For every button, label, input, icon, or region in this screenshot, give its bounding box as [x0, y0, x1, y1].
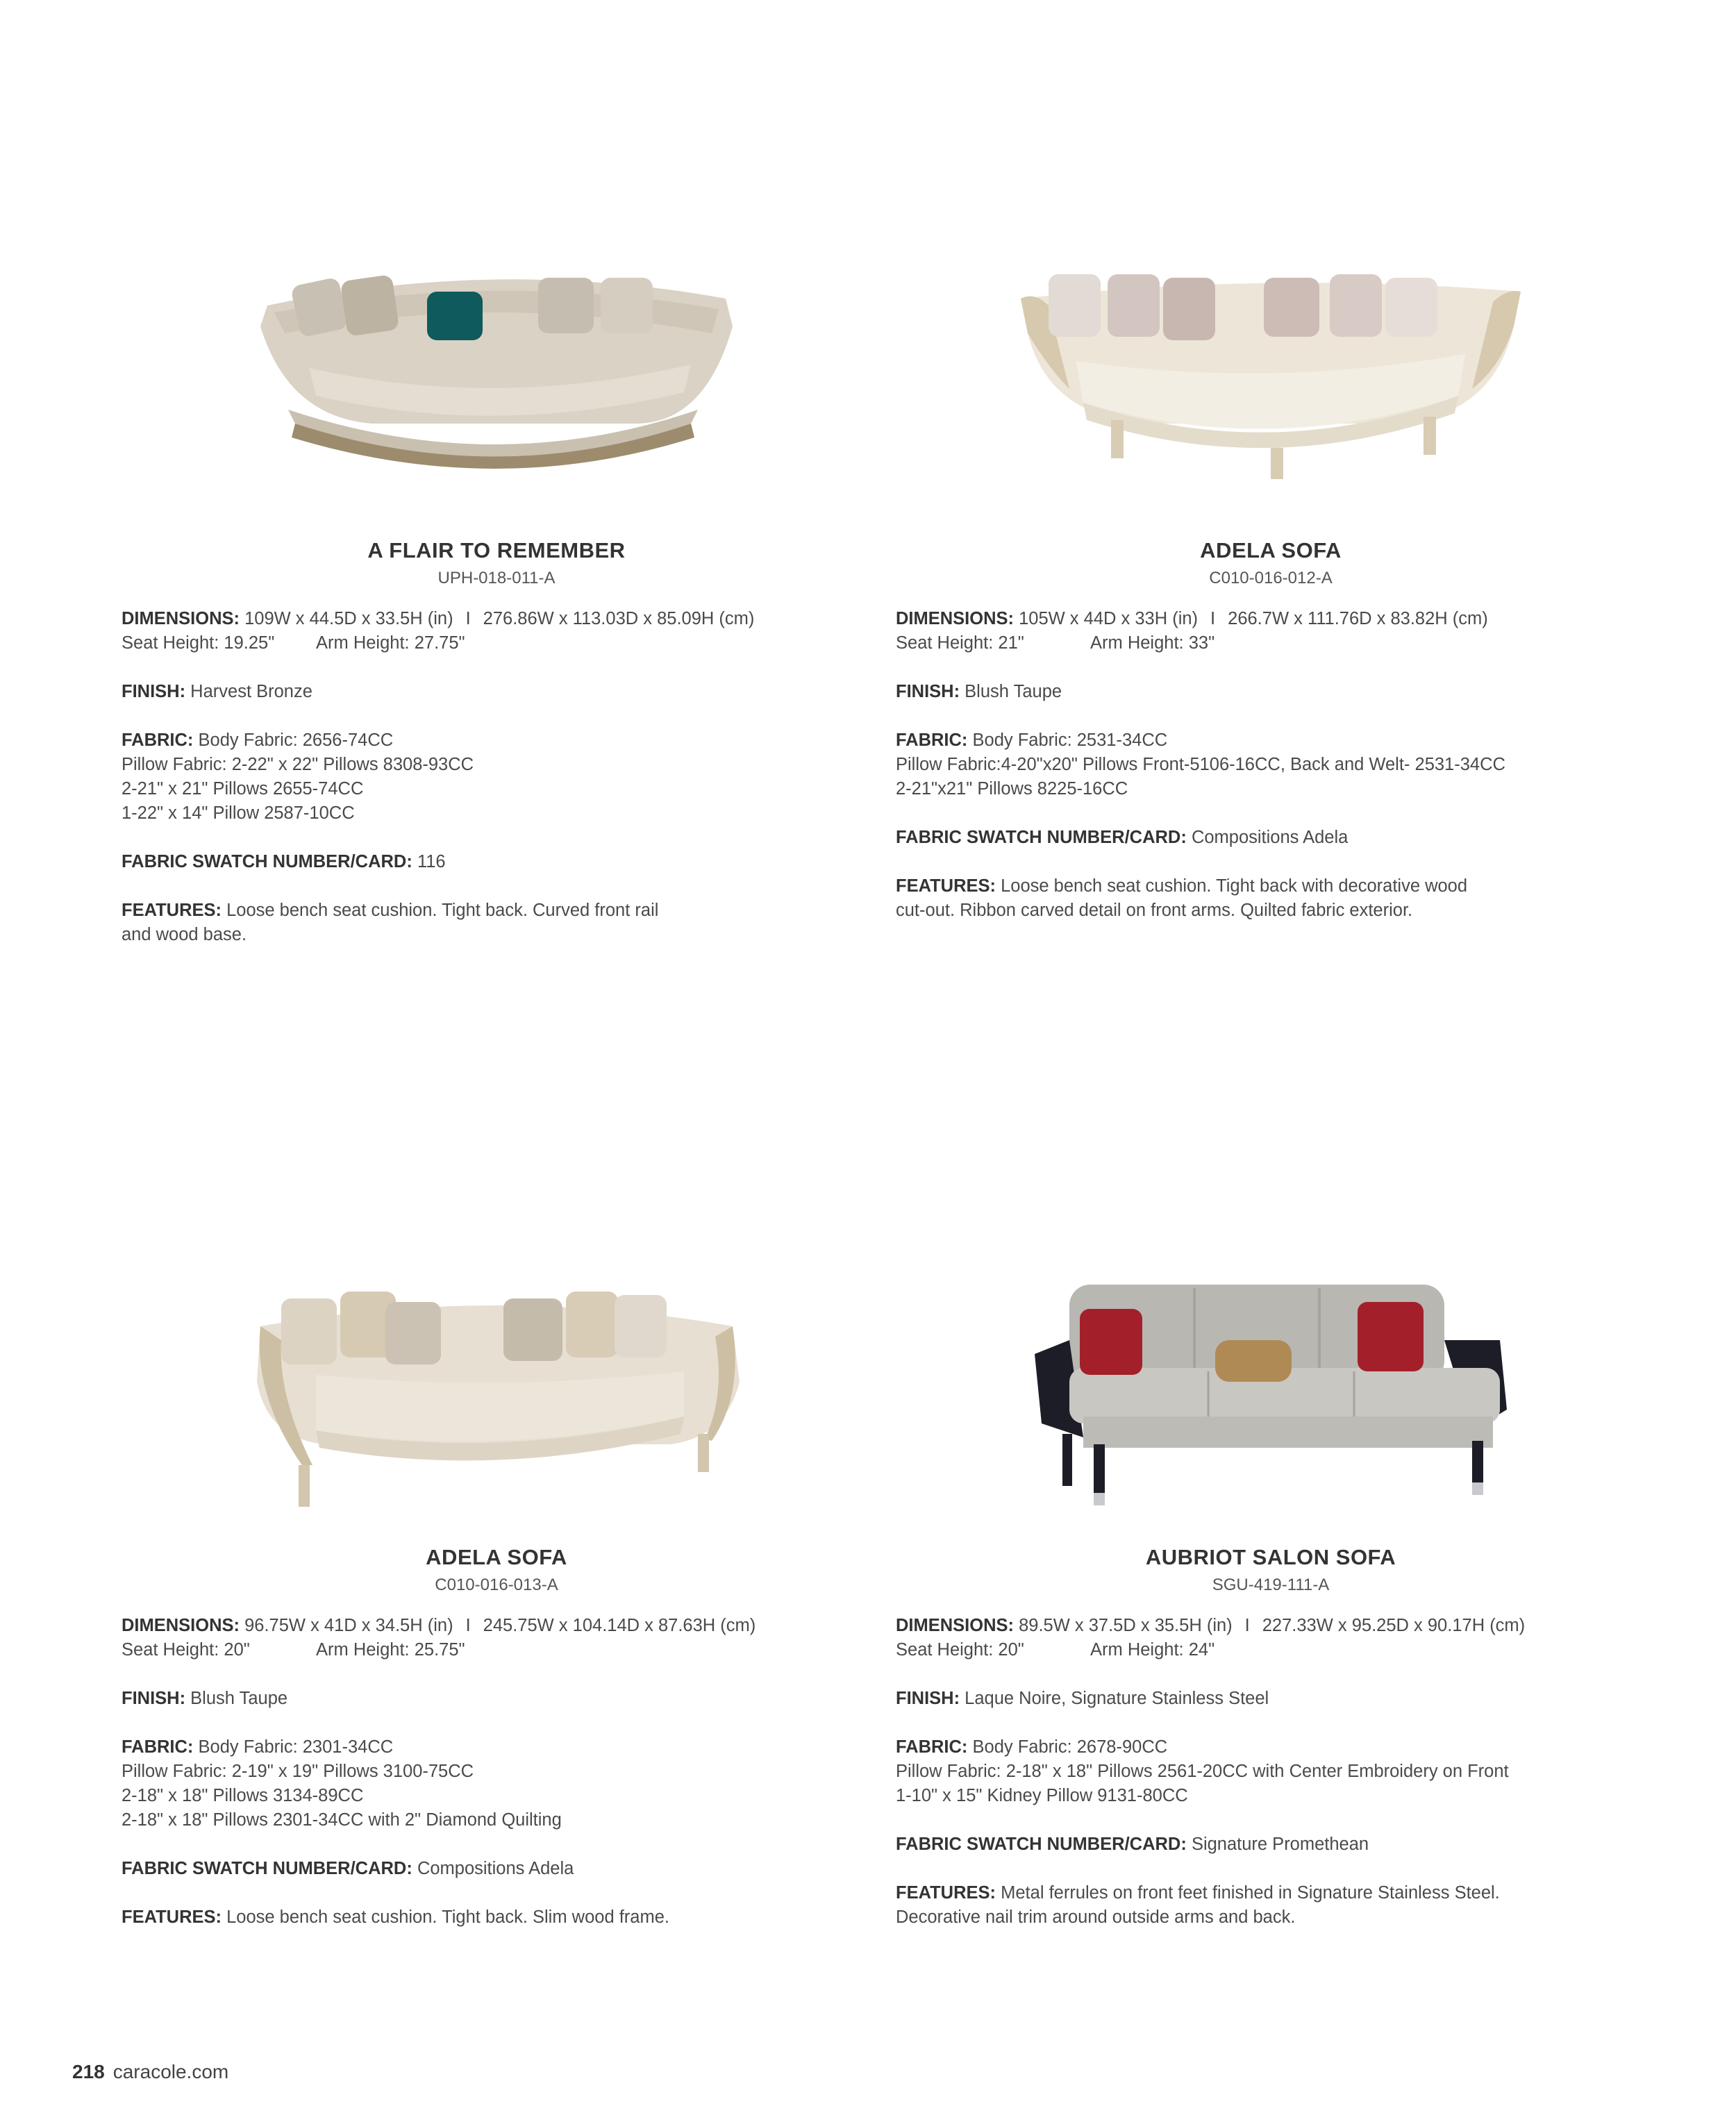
features-label: FEATURES: — [122, 901, 222, 920]
sofa-illustration — [1007, 250, 1535, 486]
product-image — [896, 250, 1646, 514]
features-block — [122, 1905, 871, 1930]
finish-label: FINISH: — [122, 1689, 186, 1708]
product-sku: SGU-419-111-A — [1212, 1576, 1330, 1594]
fabric-line: 2-21"x21" Pillows 8225-16CC — [896, 779, 1128, 799]
dimensions-separator: I — [1210, 609, 1216, 628]
swatch-value: Compositions Adela — [1191, 828, 1349, 847]
swatch-block — [896, 826, 1646, 850]
dimensions-separator: I — [1244, 1616, 1250, 1635]
features-line: Loose bench seat cushion. Tight back with decorative wood — [1001, 876, 1468, 896]
product-name: AUBRIOT SALON SOFA — [1145, 1545, 1396, 1569]
finish-label: FINISH: — [122, 682, 186, 701]
features-line: Decorative nail trim around outside arms and back. — [896, 1907, 1296, 1927]
dimensions-cm: 276.86W x 113.03D x 85.09H (cm) — [483, 609, 755, 628]
sofa-illustration — [240, 1257, 753, 1521]
features-line: Loose bench seat cushion. Tight back. Slim wood frame. — [226, 1907, 669, 1927]
swatch-label: FABRIC SWATCH NUMBER/CARD: — [896, 828, 1187, 847]
dimensions-block — [122, 1614, 871, 1662]
fabric-line: 1-10" x 15" Kidney Pillow 9131-80CC — [896, 1786, 1188, 1805]
seat-height: Seat Height: 20" — [122, 1640, 250, 1660]
fabric-line: Pillow Fabric: 2-19" x 19" Pillows 3100-75CC — [122, 1762, 474, 1781]
product-specs — [896, 1614, 1646, 1930]
fabric-line: Pillow Fabric:4-20"x20" Pillows Front-5106-16CC, Back and Welt- 2531-34CC — [896, 755, 1505, 774]
fabric-label: FABRIC: — [896, 730, 968, 750]
fabric-label: FABRIC: — [122, 730, 194, 750]
features-line: and wood base. — [122, 925, 247, 944]
fabric-block — [122, 1735, 871, 1832]
dimensions-cm: 266.7W x 111.76D x 83.82H (cm) — [1228, 609, 1488, 628]
product-sku: C010-016-012-A — [1209, 569, 1333, 587]
product-card — [122, 1257, 871, 1954]
arm-height: Arm Height: 24" — [1090, 1640, 1215, 1660]
fabric-line: Body Fabric: 2531-34CC — [972, 730, 1168, 750]
swatch-block — [896, 1832, 1646, 1857]
fabric-line: Body Fabric: 2656-74CC — [198, 730, 394, 750]
product-card — [896, 250, 1646, 947]
fabric-label: FABRIC: — [122, 1737, 194, 1757]
finish-block — [896, 680, 1646, 704]
finish-block — [122, 680, 871, 704]
swatch-value: 116 — [417, 852, 446, 871]
fabric-line: 2-18" x 18" Pillows 3134-89CC — [122, 1786, 364, 1805]
product-image — [122, 250, 871, 514]
dimensions-in: 89.5W x 37.5D x 35.5H (in) — [1019, 1616, 1233, 1635]
features-label: FEATURES: — [896, 876, 996, 896]
arm-height: Arm Height: 25.75" — [316, 1640, 465, 1660]
fabric-line: 1-22" x 14" Pillow 2587-10CC — [122, 803, 355, 823]
features-label: FEATURES: — [122, 1907, 222, 1927]
dimensions-in: 109W x 44.5D x 33.5H (in) — [244, 609, 453, 628]
product-specs — [896, 607, 1646, 923]
sofa-illustration — [1028, 1257, 1514, 1521]
dimensions-label: DIMENSIONS: — [122, 609, 240, 628]
seat-height: Seat Height: 20" — [896, 1640, 1024, 1660]
swatch-value: Compositions Adela — [417, 1859, 574, 1878]
product-card — [896, 1257, 1646, 1954]
dimensions-in: 96.75W x 41D x 34.5H (in) — [244, 1616, 453, 1635]
arm-height: Arm Height: 33" — [1090, 633, 1215, 653]
dimensions-label: DIMENSIONS: — [896, 609, 1015, 628]
swatch-label: FABRIC SWATCH NUMBER/CARD: — [122, 1859, 412, 1878]
features-label: FEATURES: — [896, 1883, 996, 1903]
features-line: Loose bench seat cushion. Tight back. Curved front rail — [226, 901, 659, 920]
sofa-illustration — [247, 250, 746, 486]
product-card — [122, 250, 871, 971]
product-specs — [122, 607, 871, 947]
product-specs — [122, 1614, 871, 1930]
dimensions-in: 105W x 44D x 33H (in) — [1019, 609, 1199, 628]
dimensions-separator: I — [465, 1616, 471, 1635]
dimensions-cm: 245.75W x 104.14D x 87.63H (cm) — [483, 1616, 756, 1635]
swatch-block — [122, 1857, 871, 1881]
features-line: Metal ferrules on front feet finished in Signature Stainless Steel. — [1001, 1883, 1500, 1903]
product-image — [896, 1257, 1646, 1521]
finish-label: FINISH: — [896, 1689, 960, 1708]
fabric-line: Body Fabric: 2301-34CC — [198, 1737, 394, 1757]
dimensions-block — [896, 1614, 1646, 1662]
features-line: cut-out. Ribbon carved detail on front arms. Quilted fabric exterior. — [896, 901, 1413, 920]
page-number: 218 — [72, 2061, 105, 2082]
site-link[interactable]: caracole.com — [112, 2061, 229, 2082]
finish-block — [122, 1687, 871, 1711]
dimensions-cm: 227.33W x 95.25D x 90.17H (cm) — [1262, 1616, 1526, 1635]
arm-height: Arm Height: 27.75" — [316, 633, 465, 653]
product-name: ADELA SOFA — [426, 1545, 567, 1569]
seat-height: Seat Height: 19.25" — [122, 633, 275, 653]
finish-value: Laque Noire, Signature Stainless Steel — [965, 1689, 1269, 1708]
dimensions-label: DIMENSIONS: — [122, 1616, 240, 1635]
seat-height: Seat Height: 21" — [896, 633, 1024, 653]
finish-value: Blush Taupe — [965, 682, 1062, 701]
page-footer — [72, 2061, 228, 2083]
finish-value: Blush Taupe — [190, 1689, 288, 1708]
fabric-line: 2-18" x 18" Pillows 2301-34CC with 2" Diamond Quilting — [122, 1810, 562, 1830]
features-block — [122, 899, 871, 947]
swatch-label: FABRIC SWATCH NUMBER/CARD: — [896, 1835, 1187, 1854]
product-sku: UPH-018-011-A — [437, 569, 556, 587]
dimensions-block — [896, 607, 1646, 655]
swatch-label: FABRIC SWATCH NUMBER/CARD: — [122, 852, 412, 871]
product-sku: C010-016-013-A — [435, 1576, 558, 1594]
fabric-line: Body Fabric: 2678-90CC — [972, 1737, 1168, 1757]
fabric-line: Pillow Fabric: 2-22" x 22" Pillows 8308-93CC — [122, 755, 474, 774]
dimensions-block — [122, 607, 871, 655]
features-block — [896, 1881, 1646, 1930]
swatch-block — [122, 850, 871, 874]
product-image — [122, 1257, 871, 1521]
fabric-block — [122, 728, 871, 826]
finish-label: FINISH: — [896, 682, 960, 701]
features-block — [896, 874, 1646, 923]
finish-block — [896, 1687, 1646, 1711]
dimensions-label: DIMENSIONS: — [896, 1616, 1015, 1635]
product-name: A FLAIR TO REMEMBER — [367, 538, 626, 562]
fabric-line: Pillow Fabric: 2-18" x 18" Pillows 2561-20CC with Center Embroidery on Front — [896, 1762, 1509, 1781]
fabric-block — [896, 1735, 1646, 1808]
product-name: ADELA SOFA — [1200, 538, 1342, 562]
fabric-line: 2-21" x 21" Pillows 2655-74CC — [122, 779, 364, 799]
fabric-label: FABRIC: — [896, 1737, 968, 1757]
finish-value: Harvest Bronze — [190, 682, 312, 701]
fabric-block — [896, 728, 1646, 801]
dimensions-separator: I — [465, 609, 471, 628]
swatch-value: Signature Promethean — [1191, 1835, 1369, 1854]
